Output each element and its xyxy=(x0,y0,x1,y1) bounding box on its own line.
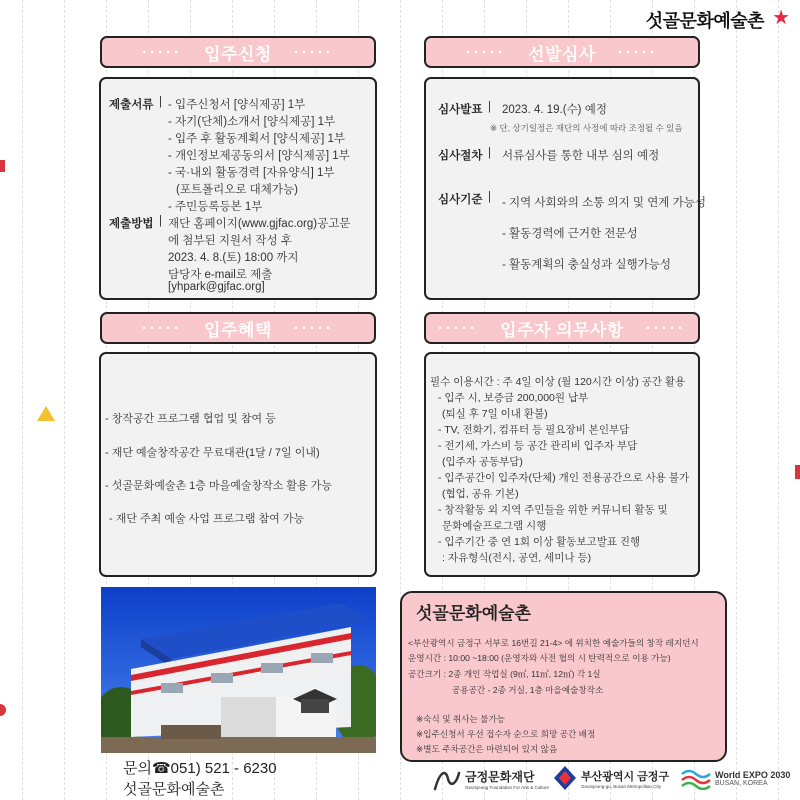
docs-item: - 개인정보제공동의서 [양식제공] 1부 xyxy=(168,150,350,162)
section-title: 입주혜택 xyxy=(204,320,272,340)
info-box xyxy=(400,591,727,762)
info-line: 공간크기 : 2종 개인 작업실 (9㎡, 11㎡, 12㎡) 각 1실 xyxy=(408,669,601,679)
announce-note: ※ 단, 상기일정은 재단의 사정에 따라 조정될 수 있음 xyxy=(490,123,683,133)
info-note: ※입주신청서 우선 접수자 순으로 희망 공간 배정 xyxy=(416,729,596,739)
logo-foundation xyxy=(432,765,549,793)
benefit-item: - 창작공간 프로그램 협업 및 참여 등 xyxy=(105,413,276,425)
section-title: 선발심사 xyxy=(528,44,596,64)
criteria-item: - 활동경력에 근거한 전문성 xyxy=(502,228,638,240)
benefit-item: - 재단 예술창작공간 무료대관(1달 / 7일 이내) xyxy=(105,447,320,459)
section-title: 입주자 의무사항 xyxy=(500,320,624,340)
criteria-item: - 지역 사회와의 소통 의지 및 연계 가능성 xyxy=(502,197,706,209)
obligation-line: (협업, 공유 기본) xyxy=(442,488,519,500)
section-header-benefits: ····· 입주혜택 ····· xyxy=(100,312,376,344)
method-line: 2023. 4. 8.(토) 18:00 까지 xyxy=(168,252,299,264)
announce-label: 심사발표 xyxy=(438,104,483,116)
info-line: <부산광역시 금정구 서부로 16번길 21-4> 에 위치한 예술가들의 창작 레지던시 xyxy=(408,638,699,648)
docs-item: - 국·내외 활동경력 [자유양식] 1부 xyxy=(168,167,335,179)
obligation-line: (입주자 공동부담) xyxy=(442,456,523,468)
process-label: 심사절차 xyxy=(438,150,483,162)
building-photo xyxy=(101,587,376,753)
section-header-application: ····· 입주신청 ····· xyxy=(100,36,376,68)
section-header-selection: ····· 선발심사 ····· xyxy=(424,36,700,68)
foundation-sub: Geumjeong Foundation For Arts & Culture xyxy=(465,785,550,790)
obligation-line: 필수 이용시간 : 주 4일 이상 (월 120시간 이상) 공간 활용 xyxy=(430,376,686,388)
section-header-obligations: ····· 입주자 의무사항 ····· xyxy=(424,312,700,344)
method-line: 담당자 e-mail로 제출 xyxy=(168,269,273,281)
criteria-label: 심사기준 xyxy=(438,194,483,206)
method-label: 제출방법 xyxy=(109,218,154,230)
obligation-line: : 자유형식(전시, 공연, 세미나 등) xyxy=(442,552,592,564)
criteria-item: - 활동계획의 충실성과 실행가능성 xyxy=(502,259,671,271)
info-note: ※숙식 및 취사는 불가능 xyxy=(416,714,506,724)
expo-logo-icon xyxy=(680,766,712,790)
decor-red-square xyxy=(795,465,800,479)
info-line: 공용공간 - 2종 거실, 1층 마을예술창작소 xyxy=(452,685,604,695)
docs-label: 제출서류 xyxy=(109,99,154,111)
district-sub: Geumjeong-gu, Busan Metropolitan City xyxy=(581,783,662,789)
method-email[interactable]: [yhpark@gjfac.org] xyxy=(168,281,265,293)
logo-district xyxy=(553,765,669,791)
district-logo-icon xyxy=(553,765,577,791)
obligations-box xyxy=(424,352,700,577)
obligation-line: (퇴실 후 7일 이내 환불) xyxy=(442,408,548,420)
docs-item: - 주민등록등본 1부 xyxy=(168,201,263,213)
process-value: 서류심사를 통한 내부 심의 예정 xyxy=(502,150,660,162)
obligation-line: - 입주공간이 입주자(단체) 개인 전용공간으로 사용 불가 xyxy=(438,472,690,484)
section-title: 입주신청 xyxy=(204,44,272,64)
decor-yellow-triangle xyxy=(37,406,55,421)
benefit-item: - 섯골문화예술촌 1층 마을예술창작소 활용 가능 xyxy=(105,480,332,492)
logo-expo xyxy=(680,766,790,790)
contact-name: 섯골문화예술촌 xyxy=(123,781,225,798)
benefits-box xyxy=(99,352,377,577)
docs-item: - 자기(단체)소개서 [양식제공] 1부 xyxy=(168,116,336,128)
criteria-divider: | xyxy=(488,191,491,203)
foundation-name: 금정문화재단 xyxy=(465,770,535,784)
district-name: 부산광역시 금정구 xyxy=(581,770,670,783)
decor-red-square xyxy=(0,160,5,172)
method-divider: | xyxy=(159,215,162,227)
docs-item: - 입주 후 활동계획서 [양식제공] 1부 xyxy=(168,133,346,145)
contact-phone[interactable]: 문의☎051) 521 - 6230 xyxy=(123,760,277,777)
building-illustration xyxy=(101,587,376,753)
obligation-line: - 입주 시, 보증금 200,000원 납부 xyxy=(438,392,589,404)
benefit-item: - 재단 주최 예술 사업 프로그램 참여 가능 xyxy=(109,513,305,525)
docs-divider: | xyxy=(159,96,162,108)
info-note: ※별도 주차공간은 마련되어 있지 않음 xyxy=(416,744,558,754)
obligation-line: 문화예술프로그램 시행 xyxy=(442,520,547,532)
header-title: 섯골문화예술촌 xyxy=(645,11,764,31)
docs-item: - 입주신청서 [양식제공] 1부 xyxy=(168,99,306,111)
method-line: 재단 홈페이지(www.gjfac.org)공고문 xyxy=(168,218,351,230)
obligation-line: - 창작활동 외 지역 주민들을 위한 커뮤니티 활동 및 xyxy=(438,504,668,516)
announce-value: 2023. 4. 19.(수) 예정 xyxy=(502,104,607,116)
docs-item: (포트폴리오로 대체가능) xyxy=(176,184,298,196)
obligation-line: - TV, 전화기, 컴퓨터 등 필요장비 본인부담 xyxy=(438,424,630,436)
method-line: 에 첨부된 지원서 작성 후 xyxy=(168,235,292,247)
expo-name: World EXPO 2030 xyxy=(715,769,791,780)
expo-sub: BUSAN, KOREA xyxy=(715,779,768,787)
announce-divider: | xyxy=(488,101,491,113)
star-icon: ★ xyxy=(772,7,790,29)
obligation-line: - 입주기간 중 연 1회 이상 활동보고발표 진행 xyxy=(438,536,641,548)
decor-red-dot xyxy=(0,704,6,716)
selection-box xyxy=(424,77,706,300)
info-title: 섯골문화예술촌 xyxy=(416,604,531,623)
foundation-logo-icon xyxy=(432,765,462,793)
info-line: 운영시간 : 10:00 ~18:00 (운영자와 사전 협의 시 탄력적으로 이용 가능) xyxy=(408,653,671,663)
application-box xyxy=(99,77,377,300)
obligation-line: - 전기세, 가스비 등 공간 관리비 입주자 부담 xyxy=(438,440,638,452)
process-divider: | xyxy=(488,147,491,159)
